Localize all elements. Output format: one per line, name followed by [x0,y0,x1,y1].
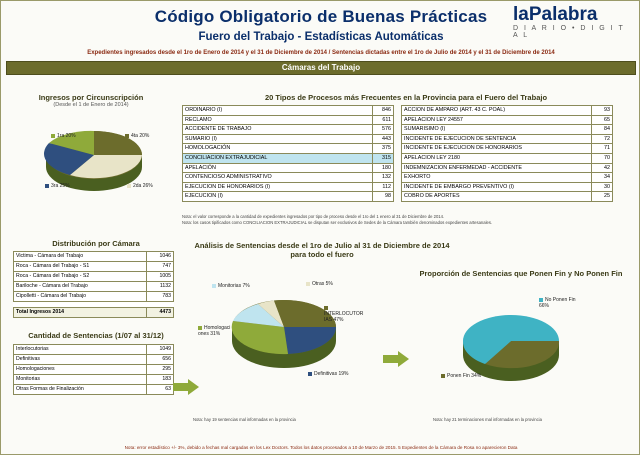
pie-analisis-label-interlocutorias: INTERLOCUTOR IAS 47% [324,305,368,323]
process-name: RECLAMO [183,115,373,125]
sentencia-type: Definitivas [14,355,147,365]
arrow-to-proporcion [383,351,409,367]
process-name: INCIDENTE DE EJECUCION DE HONORARIOS [402,144,592,154]
table-row [183,173,394,183]
table-row [183,163,394,173]
pie-ingresos-label-2: 3ra 25% [45,183,70,189]
pie-analisis-label-monitorias: Monitorias 7% [212,283,250,289]
table-row [402,153,613,163]
pie-proporcion-label-nofin: No Ponen Fin 66% [539,297,576,309]
logo [513,5,633,39]
footer-note: Nota: error estadístico +/- 3%, debido a fechas mal cargadas en los Lex Doctors. Todos los datos procesados a 10 de Marzo de 2015. 5 Expedientes de la Cámara de Rosa no aparecieron Data [124,445,518,450]
table-row [402,106,613,116]
table-row [14,252,174,262]
sentencia-count: 63 [147,385,174,395]
table-row-total [14,308,174,318]
pie-ingresos-label-1: 4ta 20% [125,133,149,139]
sentencia-count: 656 [147,355,174,365]
process-name: CONTENCIOSO ADMINISTRATIVO [183,173,373,183]
procesos-note-2: Nota: los casos tipificados como CONCILIACION EXTRAJUDICIAL se disputan ser exclusivos de Sedes de la Cámara también denominados expedientes artesanales. [182,220,493,225]
ingresos-title: Ingresos por Circunscripción (Desde el 1 de Enero de 2014) [38,93,144,108]
pie-ingresos [29,111,159,211]
cantidad-sentencias-title: Cantidad de Sentencias (1/07 al 31/12) [28,331,164,340]
table-row [402,115,613,125]
process-name: APELACIÓN [183,163,373,173]
pie-proporcion-label-fin: Ponen Fin 34% [441,373,481,379]
table-row [14,282,174,292]
logo-tagline: D I A R I O • D I G I T A L [513,25,625,39]
table-row [402,192,613,202]
pie-proporcion [431,283,591,408]
process-name: EJECUCION DE HONORARIOS (I) [183,182,373,192]
process-count: 71 [592,144,613,154]
process-count: 70 [592,153,613,163]
process-name: APELACION LEY 2180 [402,153,592,163]
process-count: 93 [592,106,613,116]
procesos-table-left [182,105,394,202]
total-value: 4473 [147,308,174,318]
table-row [14,375,174,385]
procesos-table-right [401,105,613,202]
process-name: ACCIDENTE DE TRABAJO [183,125,373,135]
camara-count: 1005 [147,272,174,282]
procesos-title: 20 Tipos de Procesos más Frecuentes en la Provincia para el Fuero del Trabajo [264,93,548,102]
process-count: 180 [373,163,394,173]
camara-count: 747 [147,262,174,272]
table-row [14,385,174,395]
process-count: 112 [373,182,394,192]
table-row [14,365,174,375]
table-row [402,173,613,183]
table-row [14,355,174,365]
sentencia-count: 1049 [147,345,174,355]
process-count: 25 [592,192,613,202]
sentencia-type: Interlocutorias [14,345,147,355]
page-subtitle: Fuero del Trabajo - Estadísticas Automáticas [198,31,444,43]
camara-name: Roca - Cámara del Trabajo - S1 [14,262,147,272]
process-count: 132 [373,173,394,183]
total-label: Total Ingresos 2014 [14,308,147,318]
proporcion-title: Proporción de Sentencias que Ponen Fin y No Ponen Fin [419,269,623,278]
analisis-title: Análisis de Sentencias desde el 1ro de Julio al 31 de Diciembre de 2014 para todo el fuero [194,241,450,259]
sentencia-type: Homologaciones [14,365,147,375]
process-name: INCIDENTE DE EJECUCION DE SENTENCIA [402,134,592,144]
process-count: 846 [373,106,394,116]
process-count: 375 [373,144,394,154]
process-count: 443 [373,134,394,144]
table-row [402,163,613,173]
process-name: INDEMNIZACION ENFERMEDAD - ACCIDENTE [402,163,592,173]
cantidad-sentencias-table [13,344,174,395]
process-count: 42 [592,163,613,173]
analisis-note: Nota: hay 19 sentencias mal informadas en la provincia [193,417,296,422]
pie-analisis-label-homologaciones: Homologaci ones 31% [198,325,231,337]
table-row [183,153,394,163]
pie-analisis-label-otras: Otras 5% [306,281,333,287]
table-row [183,134,394,144]
camara-name: Cipolletti - Cámara del Trabajo [14,292,147,302]
table-row [14,262,174,272]
camara-count: 1132 [147,282,174,292]
pie-ingresos-svg [29,111,159,206]
table-row [14,272,174,282]
process-name: SUMARIO (I) [183,134,373,144]
table-row [402,134,613,144]
sentencia-type: Otras Formas de Finalización [14,385,147,395]
process-count: 34 [592,173,613,183]
process-name: HOMOLOGACIÓN [183,144,373,154]
page-date-note: Expedientes ingresados desde el 1ro de Enero de 2014 y el 31 de Diciembre de 2014 / Sentencias dictadas entre el 1ro de Julio de 2014 y el 31 de Diciembre de 2014 [87,50,555,56]
process-count: 30 [592,182,613,192]
procesos-note-1: Nota: el valor corresponde a la cantidad de expedientes ingresados por tipo de proceso desde el 1ro del 1 enero al 31 de Diciembre de 2014. [182,214,445,219]
camara-name: Victima - Cámara del Trabajo [14,252,147,262]
table-row [402,144,613,154]
process-count: 315 [373,153,394,163]
sentencia-type: Monitorias [14,375,147,385]
table-row [183,115,394,125]
table-row [183,106,394,116]
process-name: EXHORTO [402,173,592,183]
table-row [14,345,174,355]
distribucion-table [13,251,174,318]
sentencia-count: 183 [147,375,174,385]
pie-analisis-label-definitivas: Definitivas 19% [308,371,348,377]
process-name: ORDINARIO (I) [183,106,373,116]
sentencia-count: 295 [147,365,174,375]
process-name: INCIDENTE DE EMBARGO PREVENTIVO (I) [402,182,592,192]
table-row [402,182,613,192]
pie-analisis [196,263,371,398]
table-row [183,192,394,202]
process-count: 65 [592,115,613,125]
process-name: SUMARISIMO (I) [402,125,592,135]
process-count: 72 [592,134,613,144]
table-row [183,144,394,154]
table-row [183,125,394,135]
camara-count: 783 [147,292,174,302]
pie-ingresos-label-3: 2da 26% [127,183,153,189]
section-banner: Cámaras del Trabajo [6,61,636,75]
process-name: EJECUCION (I) [183,192,373,202]
process-name: CONCILIACION EXTRAJUDICIAL [183,153,373,163]
page-title: Código Obligatorio de Buenas Prácticas [154,7,488,26]
process-count: 576 [373,125,394,135]
proporcion-note: Nota: hay 21 terminaciones mal informadas en la provincia [433,417,542,422]
camara-name: Bariloche - Cámara del Trabajo [14,282,147,292]
table-row [183,182,394,192]
process-count: 84 [592,125,613,135]
camara-name: Roca - Cámara del Trabajo - S2 [14,272,147,282]
process-count: 611 [373,115,394,125]
process-name: APELACION LEY 24557 [402,115,592,125]
process-count: 98 [373,192,394,202]
distribucion-title: Distribución por Cámara [52,239,140,248]
process-name: ACCION DE AMPARO (ART. 43 C. POAL) [402,106,592,116]
table-row [402,125,613,135]
table-row [14,292,174,302]
pie-ingresos-label-0: 1ra 20% [51,133,76,139]
logo-text: laPalabra [513,4,598,25]
process-name: COBRO DE APORTES [402,192,592,202]
camara-count: 1046 [147,252,174,262]
